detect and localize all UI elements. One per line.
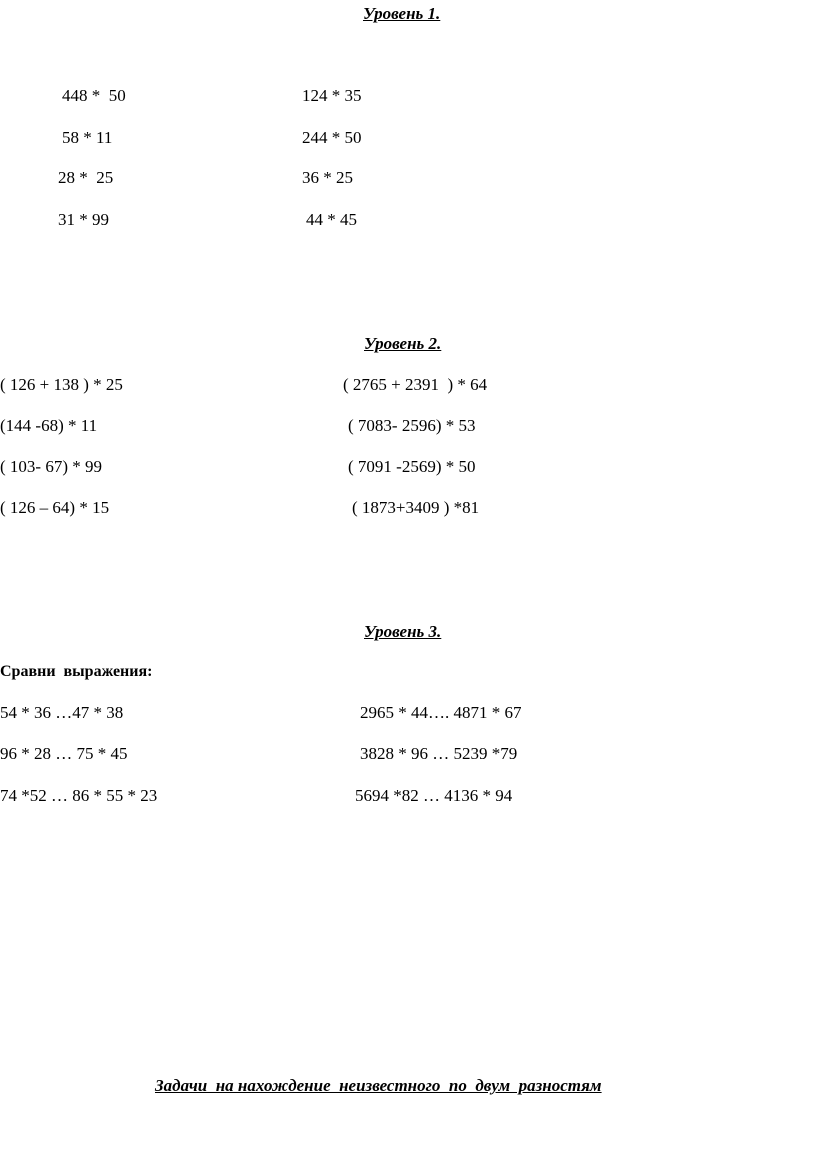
level-1-left-expression-2: 58 * 11 — [62, 128, 113, 147]
level-2-heading: Уровень 2. — [364, 334, 442, 353]
level-1-left-expression-3: 28 * 25 — [58, 168, 114, 187]
level-3-right-comparison-1: 2965 * 44…. 4871 * 67 — [360, 703, 522, 722]
level-3-right-comparison-3: 5694 *82 … 4136 * 94 — [355, 786, 513, 805]
level-1-right-expression-4: 44 * 45 — [306, 210, 357, 229]
level-1-right-expression-3: 36 * 25 — [302, 168, 353, 187]
level-1-left-expression-4: 31 * 99 — [58, 210, 109, 229]
level-1-heading: Уровень 1. — [363, 4, 441, 23]
level-3-left-comparison-3: 74 *52 … 86 * 55 * 23 — [0, 786, 158, 805]
level-1-right-expression-1: 124 * 35 — [302, 86, 362, 105]
level-3-left-comparison-1: 54 * 36 …47 * 38 — [0, 703, 124, 722]
level-2-right-expression-3: ( 7091 -2569) * 50 — [348, 457, 476, 476]
level-1-left-expression-1: 448 * 50 — [62, 86, 126, 105]
level-3-left-comparison-2: 96 * 28 … 75 * 45 — [0, 744, 128, 763]
level-1-right-expression-2: 244 * 50 — [302, 128, 362, 147]
level-3-right-comparison-2: 3828 * 96 … 5239 *79 — [360, 744, 518, 763]
level-3-subheading: Сравни выражения: — [0, 663, 153, 680]
tasks-heading: Задачи на нахождение неизвестного по двум разностям — [155, 1076, 602, 1095]
level-2-right-expression-1: ( 2765 + 2391 ) * 64 — [343, 375, 488, 394]
level-2-left-expression-2: (144 -68) * 11 — [0, 416, 98, 435]
level-3-heading: Уровень 3. — [364, 622, 442, 641]
level-2-left-expression-4: ( 126 – 64) * 15 — [0, 498, 110, 517]
level-2-right-expression-2: ( 7083- 2596) * 53 — [348, 416, 476, 435]
level-2-right-expression-4: ( 1873+3409 ) *81 — [352, 498, 480, 517]
level-2-left-expression-1: ( 126 + 138 ) * 25 — [0, 375, 123, 394]
level-2-left-expression-3: ( 103- 67) * 99 — [0, 457, 102, 476]
